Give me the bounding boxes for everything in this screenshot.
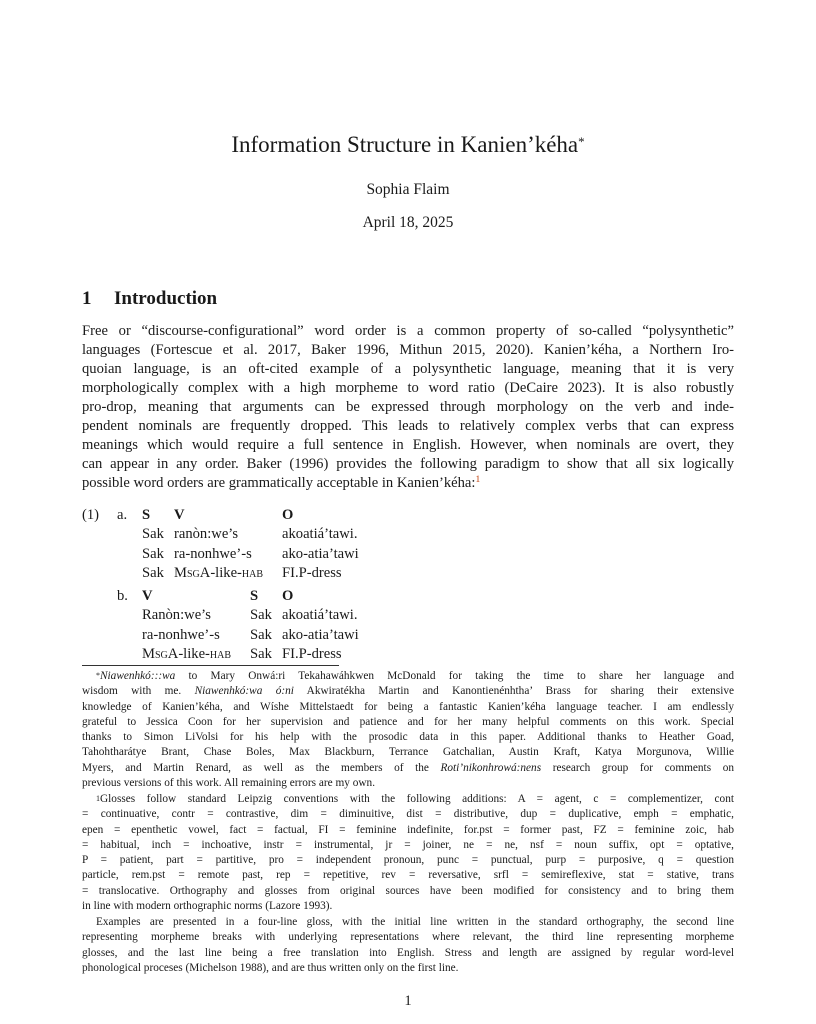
- footnote-line: Examples are presented in a four-line gloss, with the initial line written in the standard orthography, the second line: [96, 916, 734, 928]
- footnote-line: phonological proceses (Michelson 1988), and are thus written only on the first line.: [82, 961, 459, 974]
- example-b-gloss: Sak: [250, 646, 272, 662]
- example-b-header-s: S: [250, 588, 259, 604]
- paragraph-line: languages (Fortescue et al. 2017, Baker 1996, Mithun 2015, 2020). Kanien’kéha, a Northern Iro-: [82, 342, 734, 358]
- example-b-gloss: FI.P-dress: [282, 646, 342, 662]
- example-a-header-o: O: [282, 507, 294, 523]
- footnote-line: P = patient, part = partitive, pro = independent pronoun, punc = punctual, purp = purposive, q = question: [82, 854, 734, 867]
- author: Sophia Flaim: [366, 181, 450, 198]
- example-b-gloss: [142, 645, 231, 665]
- paragraph-line-last: [82, 474, 734, 493]
- section-heading: [82, 287, 217, 311]
- gloss-like: -like-: [210, 565, 242, 581]
- paragraph-line: possible word orders are grammatically acceptable in Kanien’kéha:: [82, 475, 476, 491]
- paragraph-line: pro-drop, meaning that arguments can be expressed through morphology on the verb and inde-: [82, 399, 734, 415]
- gloss-like: -like-: [178, 646, 210, 662]
- footnote-line: = habitual, inch = inchoative, instr = instrumental, jr = joiner, ne = ne, nsf = noun suffix, opt = optative,: [82, 838, 734, 851]
- example-b-header-v: V: [142, 588, 153, 604]
- footnote-line: in line with modern orthographic norms (Lazore 1993).: [82, 900, 333, 913]
- footnote-italic: Niawenhkó:wa ó:ni: [194, 685, 294, 698]
- footnote-italic: Niawenhkó:::wa: [100, 670, 176, 682]
- footnote-star: [82, 669, 734, 791]
- footnote-text: Akwiratékha Martin and Kanontienénhtha’ Brass for sharing their extensive: [293, 685, 734, 698]
- footnote-line: [82, 792, 734, 807]
- gloss-msga: MsgA: [174, 565, 211, 581]
- paragraph-line: quoian language, is an oft-cited example of a polysynthetic language, meaning that it is very: [82, 361, 734, 377]
- example-b-word: Sak: [250, 607, 272, 623]
- section-title: Introduction: [114, 288, 218, 309]
- example-a-label: a.: [117, 507, 128, 523]
- footnote-1: [82, 792, 734, 914]
- example-a-word: akoatiá’tawi.: [282, 526, 358, 542]
- footnote-line: Tahohtharátye Brant, Chase Boles, Max Blackburn, Terrance Gatchalian, Austin Kraft, Katya Morgunova, Willie: [82, 746, 734, 759]
- example-a-gloss: Sak: [142, 565, 164, 581]
- footnote-line: glosses, and the last line being a free translation into English. Stress and length are assigned by regular word-level: [82, 946, 734, 959]
- footnote-line: thanks to Simon LiVolsi for his help with the prosodic data in this paper. Additional thanks to Heather Goad,: [82, 731, 734, 744]
- paragraph-line: Free or “discourse-configurational” word order is a common property of so-called “polysynthetic”: [82, 323, 734, 339]
- footnote-italic: Roti’nikonhrowá:nens: [440, 761, 542, 774]
- footnote-line: = translocative. Orthography and glosses from original sources have been modified for consistency and to bring them: [82, 884, 734, 897]
- footnote-1-marker: 1: [96, 794, 100, 803]
- section-number: 1: [82, 288, 92, 309]
- gloss-msga: MsgA: [142, 646, 179, 662]
- example-b-label: b.: [117, 588, 128, 604]
- example-a-morph: Sak: [142, 546, 164, 562]
- footnote-text: Glosses follow standard Leipzig conventions with the following additions: A = agent, c = complementizer, cont: [100, 793, 734, 805]
- gloss-hab: hab: [209, 646, 232, 662]
- example-b-word: Ranòn:we’s: [142, 607, 211, 623]
- footnote-text: wisdom with me.: [82, 685, 195, 698]
- title-footnote-marker[interactable]: *: [578, 134, 585, 149]
- example-a-gloss: [174, 564, 263, 584]
- example-a-gloss: FI.P-dress: [282, 565, 342, 581]
- footnote-line: particle, rem.pst = remote past, rep = repetitive, rev = reversative, srfl = semireflexive, stat = stative, trans: [82, 869, 734, 882]
- example-number: (1): [82, 507, 100, 523]
- example-b-morph: ra-nonhwe’-s: [142, 627, 220, 643]
- footnote-star-marker: *: [96, 671, 100, 680]
- footnote-line: grateful to Jessica Coon for her supervision and patience and for her many helpful comments on this work. Special: [82, 715, 734, 728]
- footnote-line: [82, 761, 734, 776]
- example-a-word: ranòn:we’s: [174, 526, 239, 542]
- footnote-line: knowledge of Kanien’kéha, and Wíshe Mittelstaedt for being a fantastic Kanien’kéha language teacher. I am endlessly: [82, 700, 734, 713]
- example-b-word: akoatiá’tawi.: [282, 607, 358, 623]
- footnote-line: epen = epenthetic vowel, fact = factual, FI = feminine indefinite, for.pst = former past, FZ = feminine zoic, hab: [82, 823, 734, 836]
- intro-paragraph: [82, 322, 734, 493]
- footnote-1-continued: [82, 915, 734, 976]
- example-b-morph: ako-atia’tawi: [282, 627, 359, 643]
- footnote-ref-1[interactable]: 1: [475, 475, 481, 485]
- example-a-header-s: S: [142, 507, 151, 523]
- footnote-text: to Mary Onwá:ri Tekahawáhkwen McDonald for taking the time to share her language and: [175, 670, 734, 682]
- gloss-hab: hab: [241, 565, 264, 581]
- example-a-morph: ako-atia’tawi: [282, 546, 359, 562]
- footnote-line: representing morpheme breaks with underlying representations where relevant, the third line representing morpheme: [82, 931, 734, 944]
- example-b-header-o: O: [282, 588, 294, 604]
- page-number: 1: [404, 993, 412, 1009]
- paragraph-line: morphologically complex with a high morpheme to word ratio (DeCaire 2023). It is also robustly: [82, 380, 734, 396]
- paper-title: [0, 131, 816, 159]
- example-a-header-v: V: [174, 507, 185, 523]
- footnote-line: [82, 669, 734, 684]
- footnote-text: research group for comments on: [541, 761, 734, 774]
- example-a-morph: ra-nonhwe’-s: [174, 546, 252, 562]
- example-b-morph: Sak: [250, 627, 272, 643]
- title-text: Information Structure in Kanien’kéha: [231, 132, 579, 157]
- paragraph-line: pendent nominals are frequently dropped. This leads to relatively complex verbs that can express: [82, 418, 734, 434]
- example-a-word: Sak: [142, 526, 164, 542]
- footnote-rule: [82, 665, 339, 666]
- paragraph-line: meanings which would require a full sentence in English. However, when nominals are overt, they: [82, 437, 734, 453]
- footnote-line: [82, 684, 734, 699]
- date: April 18, 2025: [362, 214, 454, 231]
- paragraph-line: can appear in any order. Baker (1996) provides the following paradigm to show that all six logically: [82, 456, 734, 472]
- footnote-text: Myers, and Martin Renard, as well as the members of the: [82, 761, 441, 774]
- footnote-line: = continuative, contr = contrastive, dim = diminuitive, dist = distributive, dup = duplicative, emph = emphatic,: [82, 808, 734, 821]
- footnote-line: previous versions of this work. All remaining errors are my own.: [82, 777, 376, 790]
